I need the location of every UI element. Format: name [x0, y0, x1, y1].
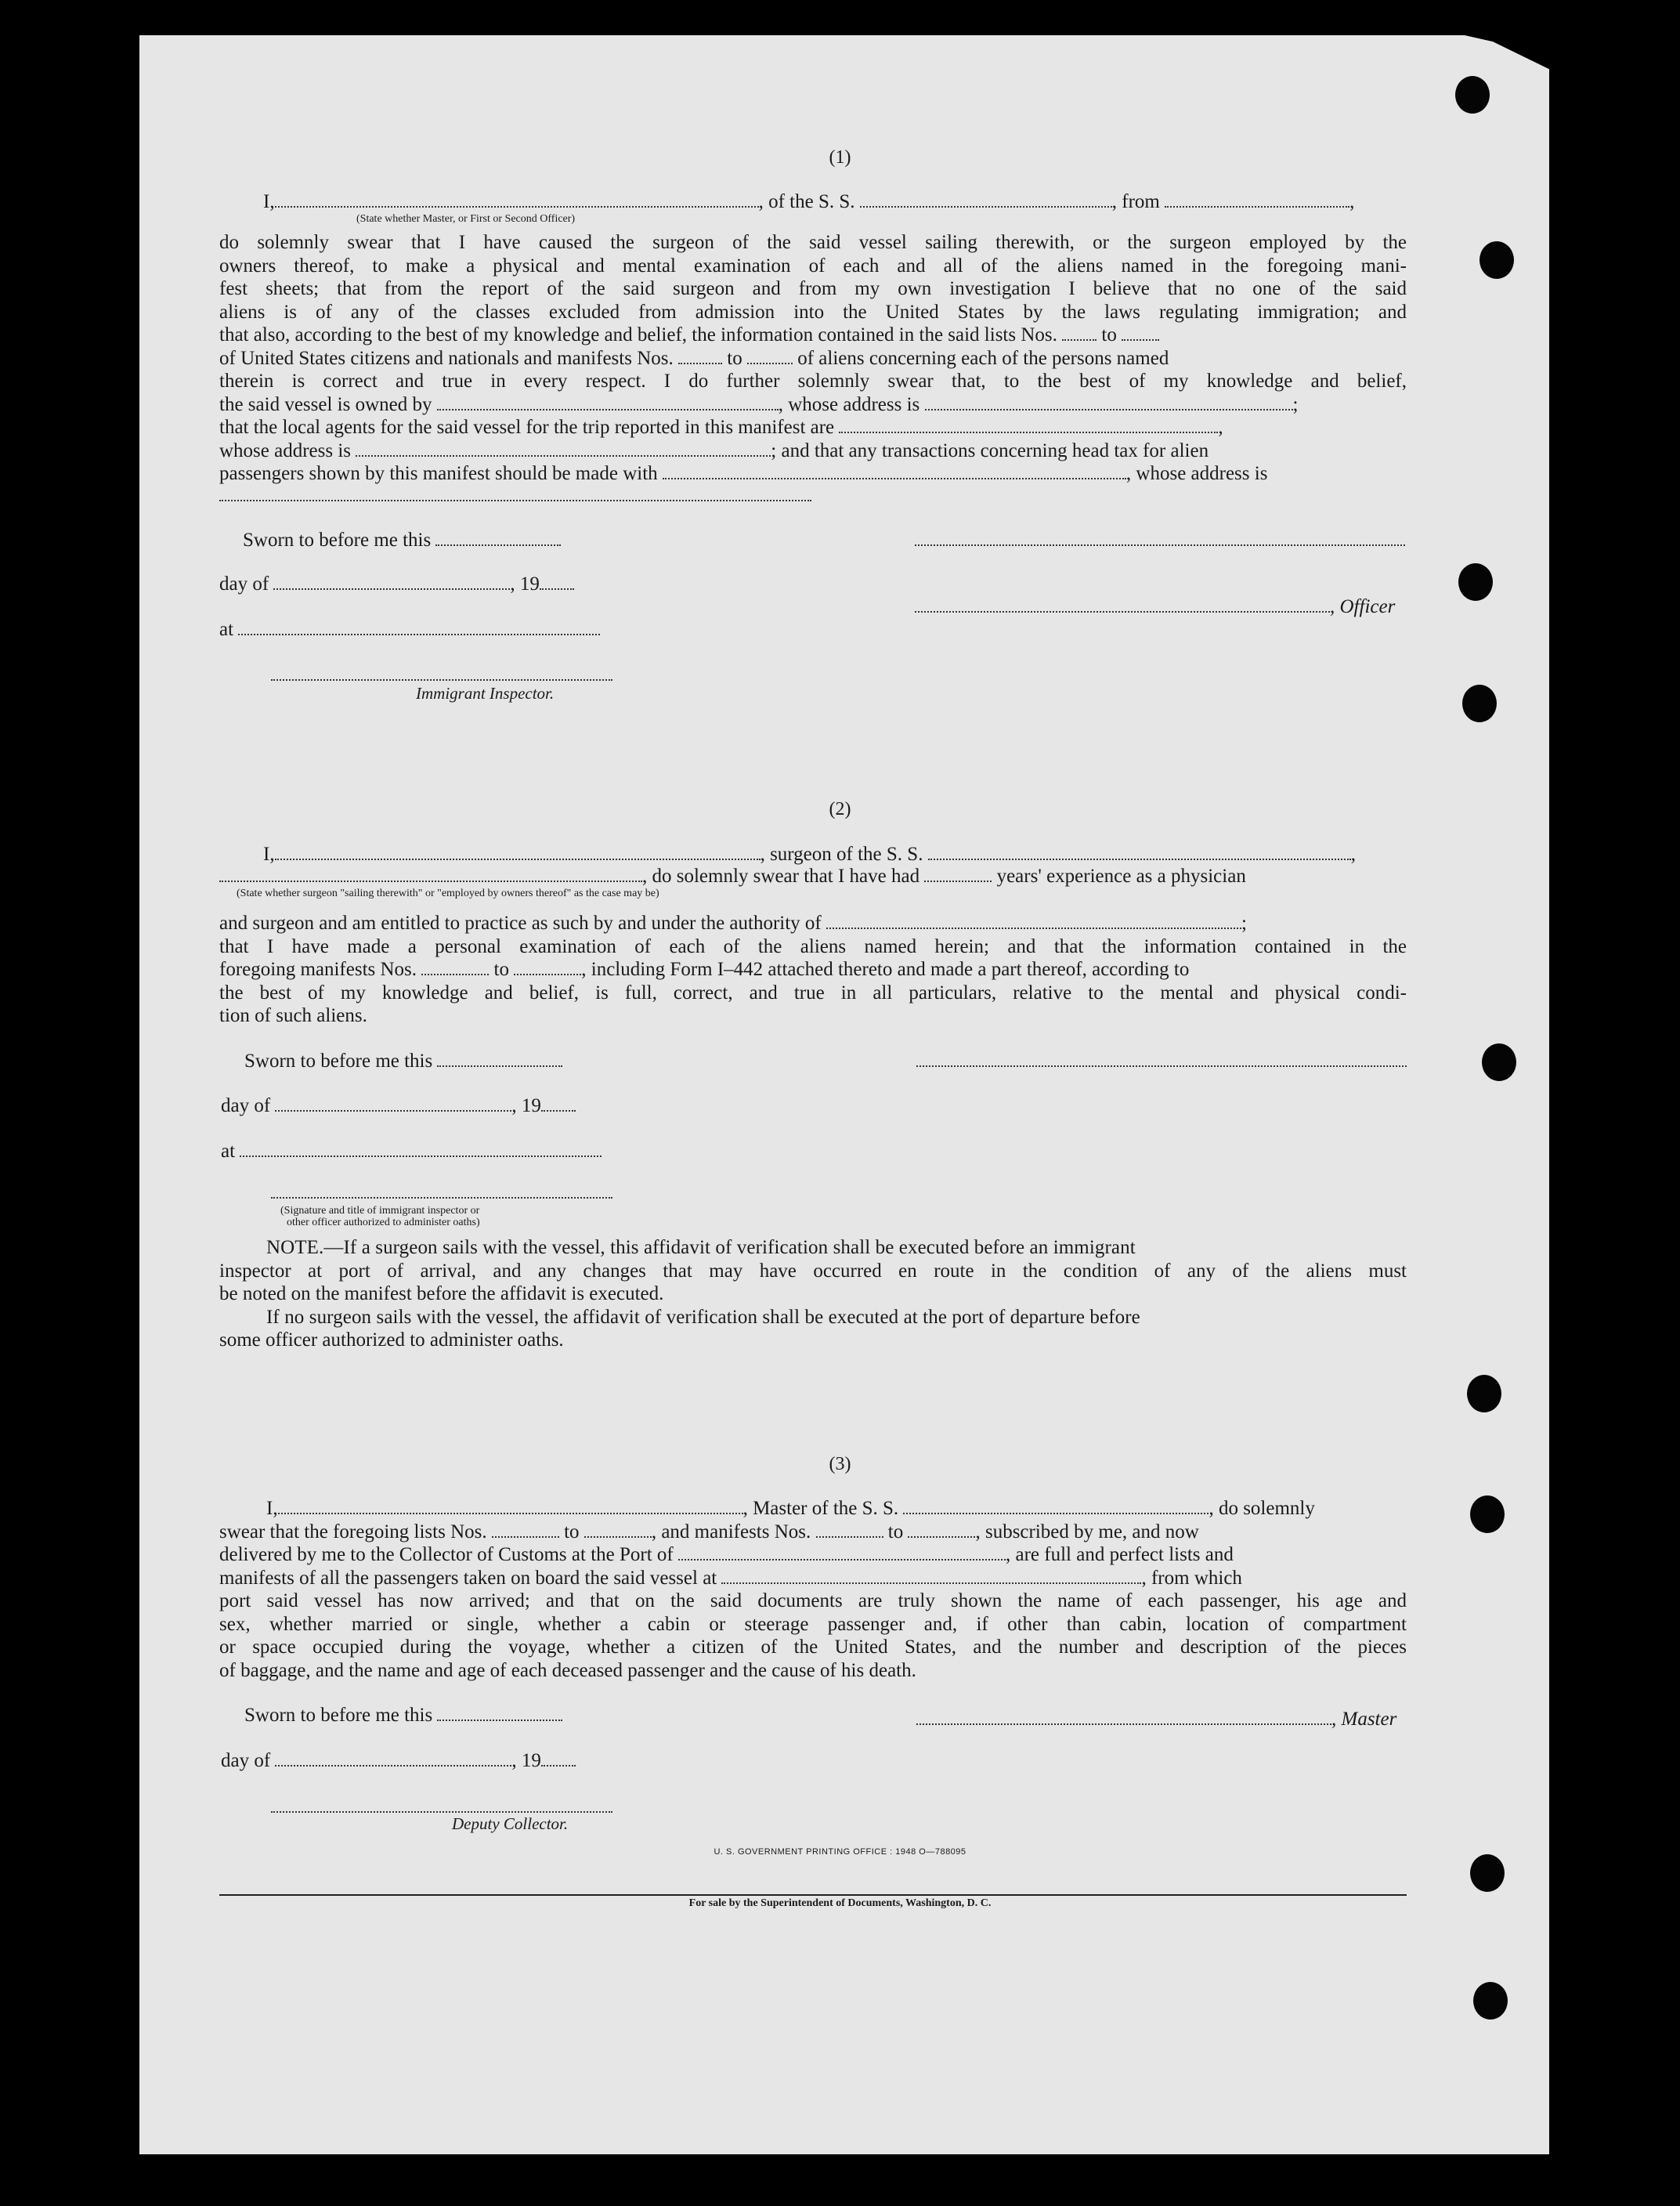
oath-text: swear that the foregoing lists Nos. to , and manifests Nos. to , subscribed by me, and now: [219, 1521, 1199, 1542]
year-field[interactable]: [540, 573, 574, 590]
oath-text: manifests of all the passengers taken on board the said vessel at , from which: [219, 1567, 1242, 1589]
head-tax-contact-field[interactable]: [663, 462, 1126, 479]
binder-hole: [1467, 1375, 1501, 1412]
manifest-to-field[interactable]: [908, 1521, 975, 1538]
note-text: inspector at port of arrival, and any changes that may have occurred en route in the condition of any of the aliens must: [219, 1260, 1407, 1282]
sworn-date-field[interactable]: [437, 1704, 562, 1721]
master-oath-line: I, , Master of the S. S. , do solemnly: [266, 1498, 1315, 1519]
binder-hole: [1462, 685, 1497, 722]
oath-text: therein is correct and true in every respect. I do further solemnly swear that, to the best of my knowledge and belief,: [219, 371, 1407, 392]
surgeon-oath-line: , do solemnly swear that I have had years' experience as a physician: [219, 865, 1246, 888]
sworn-line: Sworn to before me this: [244, 1704, 562, 1727]
years-field[interactable]: [924, 865, 992, 882]
master-signature-line: , Master: [916, 1708, 1396, 1731]
place-field[interactable]: [238, 618, 600, 635]
manifest-from-field[interactable]: [816, 1521, 883, 1538]
vessel-name-field[interactable]: [860, 190, 1112, 208]
section-number: (2): [829, 799, 851, 819]
owner-field[interactable]: [437, 393, 779, 410]
head-tax-address-field[interactable]: [219, 498, 811, 501]
binder-hole: [1455, 76, 1490, 114]
oath-text: do solemnly swear that I have caused the surgeon of the said vessel sailing therewith, or the surgeon employed by the: [219, 232, 1407, 253]
binder-hole: [1470, 1854, 1505, 1892]
field-instruction: (State whether surgeon "sailing therewith" or "employed by owners thereof" as the case may be): [237, 888, 659, 899]
vessel-name-field[interactable]: [928, 843, 1351, 860]
day-of-line: day of , 19: [221, 1094, 576, 1118]
oath-text: that I have made a personal examination of each of the aliens named herein; and that the information contained in the: [219, 935, 1407, 957]
printing-office-imprint: U. S. GOVERNMENT PRINTING OFFICE : 1948 O—788095: [714, 1847, 966, 1857]
oath-text: sex, whether married or single, whether a cabin or steerage passenger and, if other than cabin, location of compartment: [219, 1613, 1407, 1635]
surgeon-name-field[interactable]: [275, 843, 761, 860]
surgeon-status-field[interactable]: [219, 865, 642, 882]
oath-text: the said vessel is owned by , whose address is ;: [219, 393, 1299, 415]
manifest-to-field[interactable]: [514, 958, 581, 975]
day-of-line: day of , 19: [219, 573, 574, 596]
sworn-date-field[interactable]: [437, 1050, 562, 1067]
inspector-signature-field[interactable]: [271, 678, 612, 681]
master-name-field[interactable]: [278, 1497, 743, 1514]
oath-text: or space occupied during the voyage, whether a citizen of the United States, and the number and description of the pieces: [219, 1636, 1407, 1658]
sworn-line: Sworn to before me this: [244, 1050, 562, 1073]
place-field[interactable]: [240, 1140, 602, 1157]
oath-text: of baggage, and the name and age of each deceased passenger and the cause of his death.: [219, 1659, 916, 1681]
master-oath-line: I, , of the S. S. , from ,: [263, 191, 1355, 212]
sale-notice: For sale by the Superintendent of Documents, Washington, D. C.: [688, 1897, 992, 1909]
manifest-to-field[interactable]: [747, 347, 793, 364]
year-field[interactable]: [541, 1749, 576, 1767]
oath-text: the best of my knowledge and belief, is full, correct, and true in all particulars, relative to the mental and physical condi-: [219, 982, 1407, 1004]
list-to-field[interactable]: [1122, 324, 1159, 341]
month-field[interactable]: [275, 1094, 511, 1112]
binder-hole: [1470, 1495, 1505, 1533]
section-number: (3): [829, 1454, 851, 1474]
day-of-line: day of , 19: [221, 1749, 576, 1773]
at-line: at: [219, 618, 600, 642]
manifest-from-field[interactable]: [678, 347, 722, 364]
field-instruction: (State whether Master, or First or Second Officer): [356, 213, 576, 225]
month-field[interactable]: [273, 573, 510, 590]
at-line: at: [221, 1140, 602, 1163]
officer-signature-field[interactable]: [915, 543, 1405, 546]
officer-name-field[interactable]: [275, 190, 759, 208]
owner-address-field[interactable]: [925, 393, 1293, 410]
oath-text: passengers shown by this manifest should be made with , whose address is: [219, 463, 1268, 484]
note-text: NOTE.—If a surgeon sails with the vessel, this affidavit of verification shall be executed before an immigrant: [266, 1237, 1136, 1258]
signature-caption: Immigrant Inspector.: [416, 684, 555, 703]
signature-caption: (Signature and title of immigrant inspector or: [280, 1205, 480, 1217]
authority-field[interactable]: [826, 912, 1241, 929]
binder-hole: [1482, 1043, 1516, 1081]
surgeon-signature-field[interactable]: [916, 1064, 1407, 1067]
signature-caption: Deputy Collector.: [452, 1814, 569, 1833]
binder-hole: [1473, 1982, 1508, 2020]
note-text: If no surgeon sails with the vessel, the affidavit of verification shall be executed at the port of departure before: [266, 1306, 1140, 1328]
oath-text: of United States citizens and nationals and manifests Nos. to of aliens concerning each of the persons named: [219, 347, 1169, 369]
oath-text: tion of such aliens.: [219, 1005, 367, 1026]
officer-line: , Officer: [915, 595, 1395, 619]
binder-hole: [1458, 563, 1493, 601]
month-field[interactable]: [275, 1749, 511, 1767]
oath-text: delivered by me to the Collector of Customs at the Port of , are full and perfect lists and: [219, 1544, 1234, 1565]
oath-text: and surgeon and am entitled to practice as such by and under the authority of ;: [219, 913, 1247, 934]
oath-text: fest sheets; that from the report of the said surgeon and from my own investigation I believe that no one of the said: [219, 278, 1407, 299]
master-signature-field[interactable]: [916, 1708, 1331, 1725]
section-number: (1): [829, 147, 851, 168]
departure-port-field[interactable]: [1165, 190, 1349, 208]
sworn-date-field[interactable]: [435, 529, 561, 546]
officer-title-field[interactable]: [915, 595, 1330, 613]
binder-hole: [1479, 241, 1514, 279]
vessel-name-field[interactable]: [903, 1497, 1209, 1514]
oath-text: foregoing manifests Nos. to , including Form I–442 attached thereto and made a part thereof, according to: [219, 959, 1190, 980]
year-field[interactable]: [541, 1094, 576, 1112]
sworn-line: Sworn to before me this: [243, 529, 561, 552]
oath-text: that also, according to the best of my knowledge and belief, the information contained in the said lists Nos. to: [219, 324, 1407, 347]
signature-caption: other officer authorized to administer oaths): [287, 1217, 480, 1228]
official-signature-field[interactable]: [271, 1195, 612, 1199]
oath-text: aliens is of any of the classes excluded from admission into the United States by the laws regulating immigration; and: [219, 301, 1407, 323]
footer-rule: [219, 1894, 1407, 1896]
list-from-field[interactable]: [492, 1521, 559, 1538]
note-text: some officer authorized to administer oaths.: [219, 1329, 564, 1351]
list-to-field[interactable]: [584, 1521, 652, 1538]
surgeon-oath-line: I, , surgeon of the S. S. ,: [263, 844, 1356, 865]
arrival-port-field[interactable]: [678, 1543, 1006, 1560]
oath-text: port said vessel has now arrived; and that on the said documents are truly shown the name of each passenger, his age and: [219, 1590, 1407, 1611]
manifest-from-field[interactable]: [421, 958, 489, 975]
note-text: be noted on the manifest before the affidavit is executed.: [219, 1283, 664, 1304]
oath-text: that the local agents for the said vessel for the trip reported in this manifest are ,: [219, 417, 1223, 438]
list-from-field[interactable]: [1062, 324, 1097, 341]
local-agents-field[interactable]: [839, 416, 1218, 433]
embarkation-port-field[interactable]: [721, 1567, 1141, 1584]
oath-text: whose address is ; and that any transactions concerning head tax for alien: [219, 439, 1209, 461]
agent-address-field[interactable]: [356, 439, 771, 457]
oath-text: owners thereof, to make a physical and mental examination of each and all of the aliens named in the foregoing mani-: [219, 255, 1407, 277]
